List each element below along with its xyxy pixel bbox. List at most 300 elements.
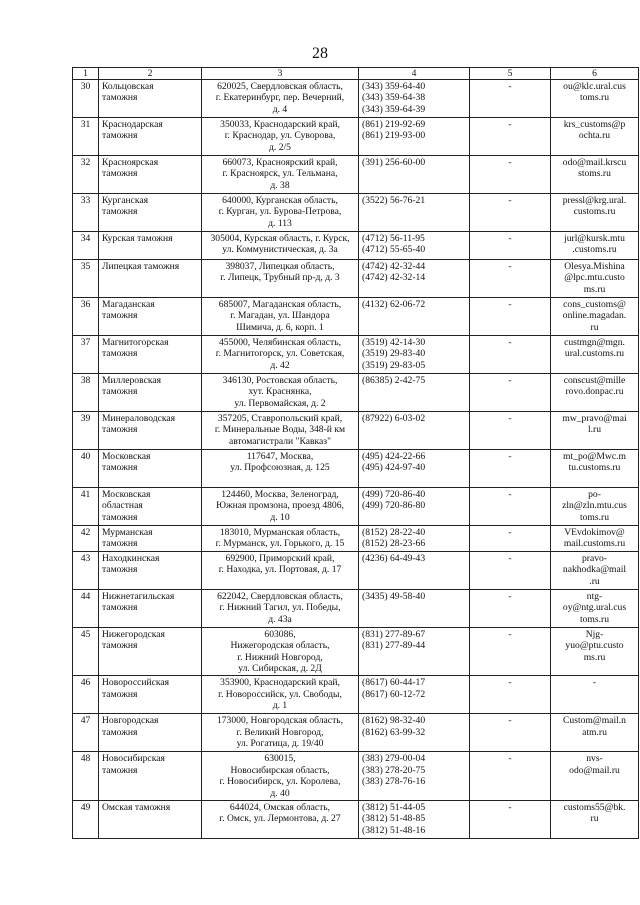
customs-office-email-line: customs.ru <box>573 206 616 218</box>
column-5-value: - <box>470 298 551 336</box>
customs-office-address <box>202 627 359 676</box>
column-header: 5 <box>470 68 551 80</box>
table-row <box>73 676 639 714</box>
column-5-value: - <box>470 232 551 260</box>
customs-office-address <box>202 336 359 374</box>
table-row <box>73 412 639 450</box>
customs-office-name-line: Минераловодская <box>102 413 176 424</box>
customs-office-name-line: таможня <box>102 130 138 142</box>
column-5-value: - <box>470 627 551 676</box>
table-row <box>73 752 639 801</box>
customs-office-email <box>551 676 639 714</box>
column-5-value: - <box>470 194 551 232</box>
column-5-value: - <box>470 526 551 552</box>
customs-office-email-line: rovo.donpac.ru <box>565 386 624 398</box>
customs-office-email <box>551 80 639 118</box>
customs-office-phones <box>359 194 470 232</box>
row-number: 38 <box>73 374 99 412</box>
customs-office-address <box>202 232 359 260</box>
customs-office-email-line: customs55@bk. <box>563 802 626 814</box>
customs-office-email-line: Custom@mail.n <box>563 715 626 727</box>
customs-offices-table <box>72 67 639 839</box>
customs-office-email-line: ms.ru <box>583 283 606 295</box>
customs-office-name <box>99 526 202 552</box>
table-row <box>73 156 639 194</box>
customs-office-address <box>202 676 359 714</box>
customs-office-email-line: conscust@mille <box>563 375 626 386</box>
customs-office-name <box>99 156 202 194</box>
customs-office-name <box>99 80 202 118</box>
customs-office-name <box>99 450 202 488</box>
row-number: 39 <box>73 412 99 450</box>
customs-office-address-line: г. Минеральные Воды, 348-й км <box>214 424 346 436</box>
row-number: 46 <box>73 676 99 714</box>
customs-office-phones <box>359 298 470 336</box>
customs-office-address <box>202 260 359 298</box>
customs-office-address-line: д. 38 <box>270 179 290 191</box>
customs-office-address-line: 183010, Мурманская область, <box>219 527 341 538</box>
customs-office-phones-line: (831) 277-89-67 <box>362 628 426 640</box>
customs-office-address-line: 455000, Челябинская область, <box>219 337 341 348</box>
column-5-value: - <box>470 260 551 298</box>
customs-office-address-line: г. Мурманск, ул. Горького, д. 15 <box>215 538 345 550</box>
column-header: 3 <box>202 68 359 80</box>
customs-office-address-line: 692900, Приморский край, <box>225 552 335 564</box>
customs-office-name <box>99 752 202 801</box>
customs-office-address-line: 357205, Ставропольский край, <box>217 413 343 424</box>
customs-office-name-line: Новгородская <box>102 715 159 727</box>
column-5-value: - <box>470 412 551 450</box>
customs-office-phones-line: (4712) 56-11-95 <box>362 233 425 244</box>
table-row <box>73 450 639 488</box>
customs-office-phones-line: (8617) 60-44-17 <box>362 677 426 689</box>
customs-office-address-line: г. Екатеринбург, пер. Вечерний, <box>215 92 345 104</box>
customs-office-name <box>99 260 202 298</box>
customs-office-address-line: г. Новороссийск, ул. Свободы, <box>218 688 342 700</box>
customs-office-phones-line: (8162) 98-32-40 <box>362 715 426 727</box>
customs-office-email-line: .ru <box>589 575 600 587</box>
table-row <box>73 374 639 412</box>
customs-office-name-line: областная <box>102 500 143 512</box>
customs-office-address-line: 603086, <box>264 628 296 640</box>
customs-office-phones <box>359 627 470 676</box>
customs-office-email-line: ms.ru <box>583 651 606 663</box>
customs-office-email <box>551 232 639 260</box>
customs-office-email-line: stoms.ru <box>578 168 611 180</box>
page-number: 28 <box>312 45 328 62</box>
customs-office-name-line: Омская таможня <box>102 802 171 814</box>
customs-office-address-line: Нижегородская область, <box>230 640 330 652</box>
customs-office-address-line: автомагистрали "Кавказ" <box>228 435 332 447</box>
column-5-value: - <box>470 156 551 194</box>
customs-office-email <box>551 156 639 194</box>
customs-office-phones <box>359 676 470 714</box>
customs-office-phones-line: (3519) 29-83-05 <box>362 359 426 371</box>
customs-office-phones-line: (3812) 51-48-85 <box>362 813 426 825</box>
customs-office-address-line: Шимича, д. 6, корп. 1 <box>236 321 324 333</box>
customs-office-phones-line: (4742) 42-32-44 <box>362 261 426 272</box>
customs-office-email-line: mail.customs.ru <box>563 538 626 550</box>
customs-office-email-line: l.ru <box>587 424 602 436</box>
customs-office-address-line: г. Новосибирск, ул. Королева, <box>219 776 341 788</box>
row-number: 37 <box>73 336 99 374</box>
customs-office-address-line: Южная промзона, проезд 4806, <box>216 500 344 512</box>
customs-office-address-line: г. Липецк, Трубный пр-д, д. 3 <box>220 272 340 284</box>
customs-office-email-line: ou@klc.ural.cus <box>563 81 626 92</box>
customs-office-address-line: ул. Рогатица, д. 19/40 <box>236 738 324 750</box>
customs-office-name-line: таможня <box>102 640 138 652</box>
customs-office-address-line: 630015, <box>264 753 296 765</box>
row-number: 30 <box>73 80 99 118</box>
customs-office-phones <box>359 374 470 412</box>
customs-office-address-line: 620025, Свердловская область, <box>217 81 343 92</box>
customs-office-address-line: г. Нижний Тагил, ул. Победы, <box>219 602 341 614</box>
customs-office-email-line: custmgn@mgn. <box>564 337 625 348</box>
customs-office-email-line: pressl@krg.ural. <box>562 195 627 206</box>
customs-office-address-line: г. Великий Новгород, <box>236 726 324 738</box>
customs-office-phones <box>359 450 470 488</box>
customs-office-email-line: ural.customs.ru <box>564 348 625 360</box>
customs-office-phones <box>359 118 470 156</box>
customs-office-name-line: Находкинская <box>102 552 160 564</box>
table-row <box>73 194 639 232</box>
customs-office-email-line: online.magadan. <box>562 310 627 322</box>
customs-office-phones-line: (383) 278-20-75 <box>362 764 426 776</box>
table-row <box>73 80 639 118</box>
customs-office-address <box>202 801 359 839</box>
customs-office-email-line: VEvdokimov@ <box>564 527 625 538</box>
customs-office-address <box>202 589 359 627</box>
customs-office-address-line: 173000, Новгородская область, <box>216 715 344 727</box>
column-5-value: - <box>470 714 551 752</box>
table-row <box>73 589 639 627</box>
column-5-value: - <box>470 676 551 714</box>
customs-office-email-line: ru <box>590 321 599 333</box>
customs-office-phones-line: (495) 424-22-66 <box>362 451 426 462</box>
customs-office-address-line: ул. Коммунистическая, д. 3а <box>222 244 338 256</box>
table-row <box>73 118 639 156</box>
customs-office-name-line: таможня <box>102 564 138 576</box>
customs-office-name-line: таможня <box>102 424 138 436</box>
customs-office-phones-line: (87922) 6-03-02 <box>362 413 426 424</box>
column-5-value: - <box>470 488 551 526</box>
customs-office-address-line: 398037, Липецкая область, <box>225 261 335 272</box>
column-5-value: - <box>470 589 551 627</box>
customs-office-phones-line: (495) 424-97-40 <box>362 462 426 474</box>
customs-office-name-line: Магнитогорская <box>102 337 169 348</box>
customs-office-email <box>551 412 639 450</box>
customs-office-address <box>202 488 359 526</box>
row-number: 40 <box>73 450 99 488</box>
customs-office-name-line: Кольцовская <box>102 81 154 92</box>
customs-office-address-line: 353900, Краснодарский край, <box>220 677 340 689</box>
customs-office-email-line: zln@zln.mtu.cus <box>562 500 627 512</box>
customs-office-name-line: таможня <box>102 726 138 738</box>
customs-office-phones <box>359 336 470 374</box>
table-row <box>73 336 639 374</box>
customs-office-phones-line: (861) 219-93-00 <box>362 130 426 142</box>
row-number: 42 <box>73 526 99 552</box>
customs-office-email <box>551 526 639 552</box>
table-row <box>73 232 639 260</box>
customs-office-name <box>99 551 202 589</box>
customs-office-address <box>202 450 359 488</box>
table-row <box>73 260 639 298</box>
customs-office-email-line: nvs- <box>586 753 603 765</box>
customs-office-email <box>551 450 639 488</box>
customs-office-name <box>99 194 202 232</box>
customs-office-address-line: 346130, Ростовская область, <box>222 375 338 386</box>
customs-office-address-line: 644024, Омская область, <box>229 802 331 814</box>
table-row <box>73 551 639 589</box>
customs-office-phones <box>359 752 470 801</box>
customs-office-name-line: Московская <box>102 451 151 462</box>
customs-office-address-line: 117647, Москва, <box>246 451 314 462</box>
customs-office-address-line: 622042, Свердловская область, <box>217 590 343 602</box>
customs-office-email-line: ochta.ru <box>578 130 611 142</box>
row-number: 47 <box>73 714 99 752</box>
customs-office-phones <box>359 589 470 627</box>
customs-office-name-line: таможня <box>102 602 138 614</box>
customs-office-address-line: Новосибирская область, <box>230 764 330 776</box>
customs-office-address <box>202 156 359 194</box>
customs-office-phones <box>359 526 470 552</box>
customs-office-address-line: 660073, Красноярский край, <box>222 157 338 168</box>
customs-office-address-line: 640000, Курганская область, <box>222 195 338 206</box>
customs-office-address-line: 124460, Москва, Зеленоград, <box>221 489 339 500</box>
customs-office-name-line: таможня <box>102 538 138 550</box>
customs-office-email <box>551 752 639 801</box>
customs-office-address <box>202 752 359 801</box>
customs-office-email <box>551 194 639 232</box>
customs-office-name-line: Курганская <box>102 195 149 206</box>
customs-office-phones-line: (4712) 55-65-40 <box>362 244 426 256</box>
customs-office-name-line: Курская таможня <box>102 233 173 244</box>
customs-office-name-line: Липецкая таможня <box>102 261 180 272</box>
customs-office-email-line: Olesya.Mishina <box>564 261 625 272</box>
customs-office-phones-line: (499) 720-86-40 <box>362 489 426 500</box>
row-number: 49 <box>73 801 99 839</box>
customs-office-address-line: ул. Первомайская, д. 2 <box>234 397 326 409</box>
customs-office-phones-line: (499) 720-86-80 <box>362 500 426 512</box>
customs-office-address <box>202 374 359 412</box>
customs-office-name-line: Новороссийская <box>102 677 170 689</box>
row-number: 33 <box>73 194 99 232</box>
table-header-row <box>73 68 639 80</box>
customs-office-phones-line: (3812) 51-44-05 <box>362 802 426 814</box>
column-5-value: - <box>470 450 551 488</box>
customs-office-name-line: Миллеровская <box>102 375 162 386</box>
table-row <box>73 488 639 526</box>
customs-office-name-line: таможня <box>102 92 138 104</box>
customs-office-phones <box>359 232 470 260</box>
column-header: 1 <box>73 68 99 80</box>
table-body <box>73 80 639 839</box>
customs-office-address-line: ул. Сибирская, д. 2Д <box>238 663 322 675</box>
customs-office-name-line: Красноярская <box>102 157 159 168</box>
customs-office-name <box>99 627 202 676</box>
customs-office-address <box>202 714 359 752</box>
customs-office-phones <box>359 80 470 118</box>
column-5-value: - <box>470 336 551 374</box>
customs-office-email <box>551 260 639 298</box>
column-5-value: - <box>470 801 551 839</box>
customs-office-name <box>99 374 202 412</box>
customs-office-phones-line: (4236) 64-49-43 <box>362 552 426 564</box>
customs-office-name-line: Нижнетагильская <box>102 590 175 602</box>
column-5-value: - <box>470 80 551 118</box>
column-header: 6 <box>551 68 639 80</box>
customs-office-name-line: таможня <box>102 386 138 398</box>
table-row <box>73 714 639 752</box>
customs-office-address <box>202 412 359 450</box>
customs-office-phones-line: (86385) 2-42-75 <box>362 375 426 386</box>
customs-office-address <box>202 298 359 336</box>
customs-office-name <box>99 589 202 627</box>
table-row <box>73 627 639 676</box>
customs-office-address-line: 305004, Курская область, г. Курск, <box>210 233 350 244</box>
customs-office-name-line: таможня <box>102 462 138 474</box>
column-5-value: - <box>470 374 551 412</box>
column-5-value: - <box>470 551 551 589</box>
customs-office-email-line: mw_pravo@mai <box>562 413 627 424</box>
customs-office-address-line: д. 42 <box>270 359 290 371</box>
customs-office-address-line: д. 40 <box>270 787 290 799</box>
customs-office-name-line: Магаданская <box>102 299 155 310</box>
customs-office-address-line: д. 2/5 <box>269 141 291 153</box>
customs-office-address-line: г. Находка, ул. Портовая, д. 17 <box>218 564 342 576</box>
row-number: 44 <box>73 589 99 627</box>
customs-office-phones-line: (343) 359-64-38 <box>362 92 426 104</box>
customs-office-phones-line: (343) 359-64-39 <box>362 103 426 115</box>
customs-office-name <box>99 232 202 260</box>
customs-office-email-line: jurl@kursk.mtu <box>564 233 625 244</box>
customs-office-name-line: Московская <box>102 489 151 500</box>
column-5-value: - <box>470 118 551 156</box>
customs-office-name <box>99 488 202 526</box>
customs-office-address-line: г. Магнитогорск, ул. Советская, <box>215 348 345 360</box>
customs-office-address-line: г. Омск, ул. Лермонтова, д. 27 <box>219 813 341 825</box>
customs-office-name-line: Нижегородская <box>102 628 165 640</box>
column-header: 4 <box>359 68 470 80</box>
customs-office-phones-line: (4742) 42-32-14 <box>362 272 426 284</box>
customs-office-address-line: ул. Профсоюзная, д. 125 <box>230 462 330 474</box>
customs-office-address-line: г. Красноярск, ул. Тельмана, <box>222 168 338 180</box>
customs-office-email-line: toms.ru <box>579 511 610 523</box>
customs-office-email <box>551 801 639 839</box>
customs-office-name-line: Мурманская <box>102 527 153 538</box>
row-number: 34 <box>73 232 99 260</box>
customs-office-email-line: nakhodka@mail <box>562 564 627 576</box>
customs-office-email <box>551 627 639 676</box>
customs-office-address <box>202 118 359 156</box>
customs-office-phones <box>359 260 470 298</box>
customs-office-email <box>551 374 639 412</box>
customs-office-email <box>551 488 639 526</box>
customs-office-phones-line: (3519) 29-83-40 <box>362 348 426 360</box>
customs-office-email-line: odo@mail.krscu <box>562 157 627 168</box>
customs-office-phones-line: (4132) 62-06-72 <box>362 299 426 310</box>
column-header: 2 <box>99 68 202 80</box>
row-number: 36 <box>73 298 99 336</box>
customs-office-email-line: - <box>592 677 597 689</box>
customs-office-phones-line: (8152) 28-23-66 <box>362 538 426 550</box>
customs-office-phones-line: (3435) 49-58-40 <box>362 590 426 602</box>
row-number: 32 <box>73 156 99 194</box>
customs-office-phones-line: (8617) 60-12-72 <box>362 688 426 700</box>
customs-office-phones-line: (8152) 28-22-40 <box>362 527 426 538</box>
row-number: 43 <box>73 551 99 589</box>
table-row <box>73 526 639 552</box>
customs-office-phones-line: (3812) 51-48-16 <box>362 824 426 836</box>
customs-office-address-line: г. Магадан, ул. Шандора <box>230 310 330 322</box>
customs-office-phones <box>359 551 470 589</box>
customs-office-phones-line: (383) 278-76-16 <box>362 776 426 788</box>
customs-office-name-line: таможня <box>102 348 138 360</box>
customs-office-phones-line: (831) 277-89-44 <box>362 640 426 652</box>
customs-office-phones-line: (861) 219-92-69 <box>362 119 426 130</box>
customs-office-email-line: po- <box>588 489 601 500</box>
customs-office-email-line: atm.ru <box>582 726 607 738</box>
customs-office-email-line: oy@ntg.ural.cus <box>562 602 627 614</box>
customs-office-phones-line: (3522) 56-76-21 <box>362 195 426 206</box>
customs-office-name <box>99 298 202 336</box>
customs-office-name <box>99 336 202 374</box>
customs-office-email-line: ntg- <box>586 590 603 602</box>
customs-office-email-line: .customs.ru <box>572 244 617 256</box>
customs-office-phones-line: (343) 359-64-40 <box>362 81 426 92</box>
customs-office-email <box>551 551 639 589</box>
customs-office-name-line: Новосибирская <box>102 753 165 765</box>
customs-office-phones-line: (391) 256-60-00 <box>362 157 426 168</box>
customs-office-email <box>551 714 639 752</box>
customs-office-email-line: Njg- <box>585 628 604 640</box>
customs-office-email <box>551 118 639 156</box>
customs-office-name-line: таможня <box>102 310 138 322</box>
customs-office-email-line: krs_customs@p <box>563 119 626 130</box>
customs-office-phones-line: (3519) 42-14-30 <box>362 337 426 348</box>
customs-office-name <box>99 676 202 714</box>
table-row <box>73 298 639 336</box>
customs-office-email-line: cons_customs@ <box>563 299 626 310</box>
row-number: 35 <box>73 260 99 298</box>
customs-office-address-line: г. Нижний Новгород, <box>237 651 323 663</box>
customs-office-address-line: г. Краснодар, ул. Суворова, <box>224 130 336 142</box>
customs-office-email-line: toms.ru <box>579 613 610 625</box>
customs-office-email-line: toms.ru <box>579 92 610 104</box>
row-number: 41 <box>73 488 99 526</box>
customs-office-phones-line: (8162) 63-99-32 <box>362 726 426 738</box>
customs-office-address-line: д. 10 <box>270 511 290 523</box>
customs-office-email <box>551 298 639 336</box>
customs-office-address-line: г. Курган, ул. Бурова-Петрова, <box>218 206 342 218</box>
customs-office-name-line: Краснодарская <box>102 119 163 130</box>
customs-office-address-line: 350033, Краснодарский край, <box>220 119 340 130</box>
customs-office-name <box>99 412 202 450</box>
customs-office-name <box>99 714 202 752</box>
row-number: 45 <box>73 627 99 676</box>
customs-office-email-line: @lpc.mtu.custo <box>564 272 625 284</box>
customs-office-phones <box>359 156 470 194</box>
customs-office-address-line: д. 113 <box>268 217 292 229</box>
customs-office-address <box>202 526 359 552</box>
customs-office-name-line: таможня <box>102 206 138 218</box>
customs-office-phones <box>359 488 470 526</box>
customs-office-email-line: mt_po@Mwc.m <box>563 451 626 462</box>
column-5-value: - <box>470 752 551 801</box>
customs-office-address <box>202 194 359 232</box>
customs-office-name <box>99 801 202 839</box>
